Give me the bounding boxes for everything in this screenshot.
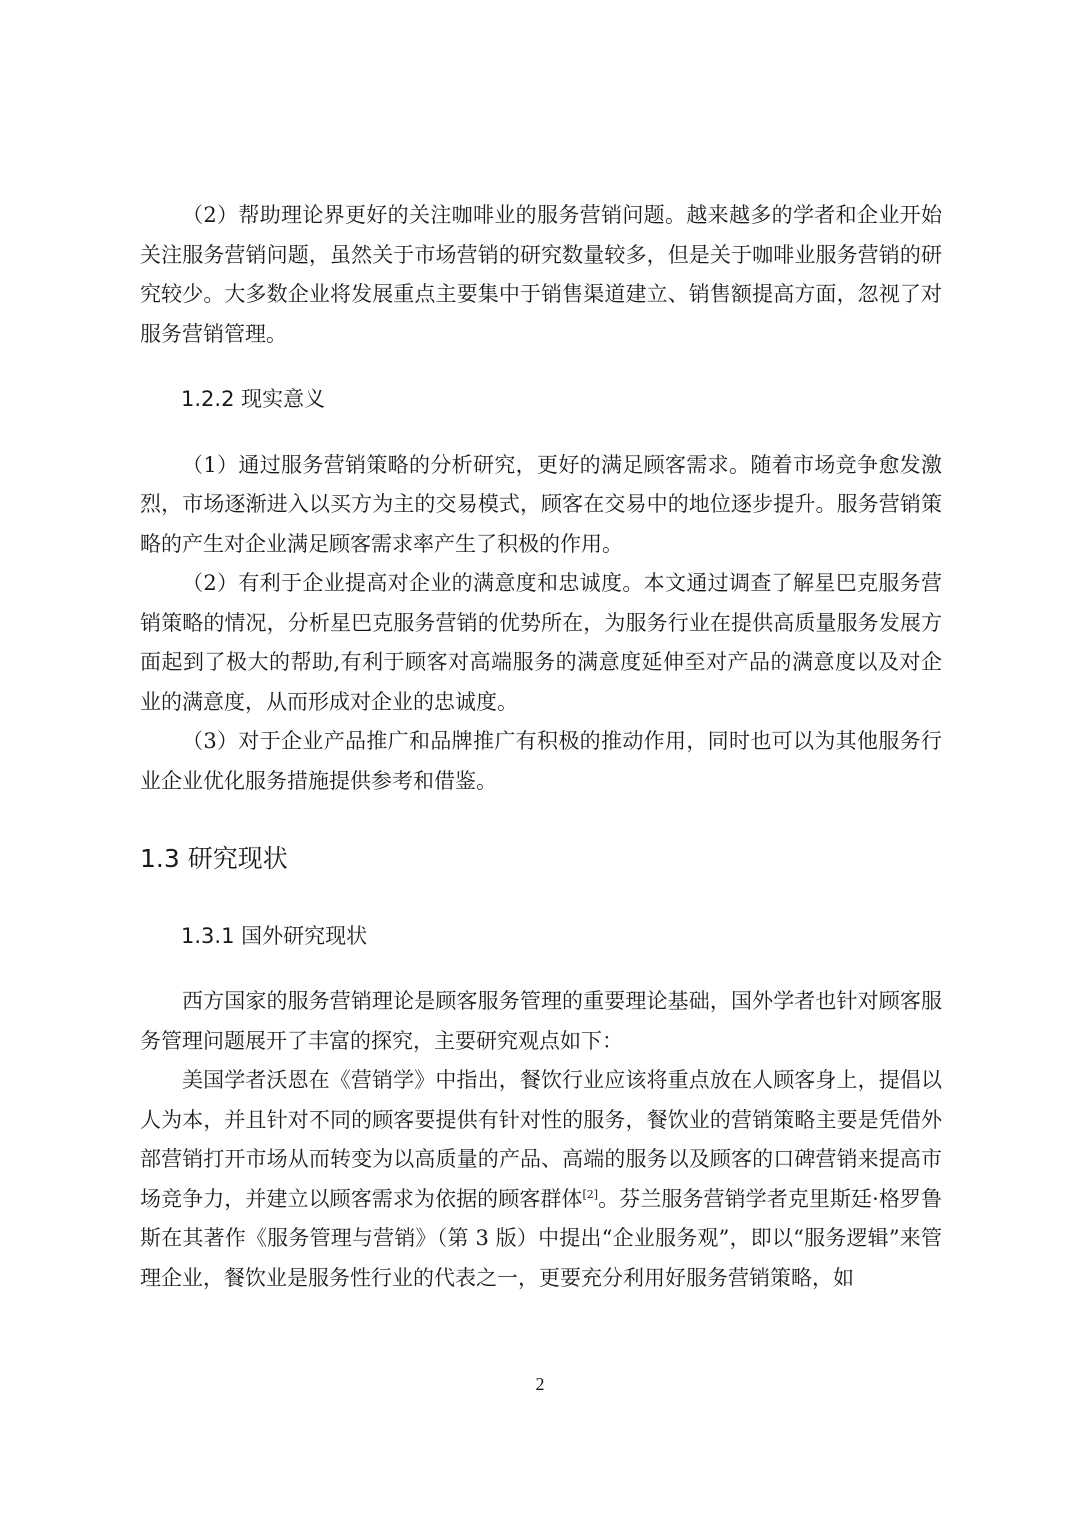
citation-superscript: [2]: [582, 1187, 599, 1201]
page-body: [140, 196, 942, 1298]
heading-1-3: 1.3 研究现状: [140, 844, 288, 873]
paragraph-text-part1: 美国学者沃恩在《营销学》中指出，餐饮行业应该将重点放在人顾客身上，提倡以人为本，并且针对不同的顾客要提供有针对性的服务，餐饮业的营销策略主要是凭借外部营销打开市场从而转变为以高质量的产品、高端的服务以及顾客的口碑营销来提高市场竞争力，并建立以顾客需求为依据的顾客群体: [140, 1068, 942, 1211]
paragraph-practical-significance-2: （2）有利于企业提高对企业的满意度和忠诚度。本文通过调查了解星巴克服务营销策略的情况，分析星巴克服务营销的优势所在，为服务行业在提供高质量服务发展方面起到了极大的帮助,有利于顾客对高端服务的满意度延伸至对产品的满意度以及对企业的满意度，从而形成对企业的忠诚度。: [140, 571, 942, 714]
heading-1-2-2: 1.2.2 现实意义: [181, 387, 326, 411]
paragraph-practical-significance-1: （1）通过服务营销策略的分析研究，更好的满足顾客需求。随着市场竞争愈发激烈，市场逐渐进入以买方为主的交易模式，顾客在交易中的地位逐步提升。服务营销策略的产生对企业满足顾客需求率产生了积极的作用。: [140, 452, 942, 556]
paragraph-foreign-research-views: [140, 1061, 942, 1298]
heading-1-3-1: 1.3.1 国外研究现状: [181, 923, 368, 948]
paragraph-foreign-research-intro: 西方国家的服务营销理论是顾客服务管理的重要理论基础，国外学者也针对顾客服务管理问题展开了丰富的探究，主要研究观点如下：: [140, 989, 942, 1053]
paragraph-practical-significance-3: （3）对于企业产品推广和品牌推广有积极的推动作用，同时也可以为其他服务行业企业优化服务措施提供参考和借鉴。: [140, 729, 942, 793]
page-number: 2: [535, 1374, 545, 1394]
paragraph-text-part2: 。芬兰服务营销学者克里斯廷·格罗鲁斯在其著作《服务管理与营销》（第 3 版）中提出“企业服务观”，即以“服务逻辑”来管理企业，餐饮业是服务性行业的代表之一，更要充分利用好服务营销策略，如: [140, 1186, 942, 1290]
paragraph-theory-significance-2: （2）帮助理论界更好的关注咖啡业的服务营销问题。越来越多的学者和企业开始关注服务营销问题，虽然关于市场营销的研究数量较多，但是关于咖啡业服务营销的研究较少。大多数企业将发展重点主要集中于销售渠道建立、销售额提高方面，忽视了对服务营销管理。: [140, 203, 942, 346]
